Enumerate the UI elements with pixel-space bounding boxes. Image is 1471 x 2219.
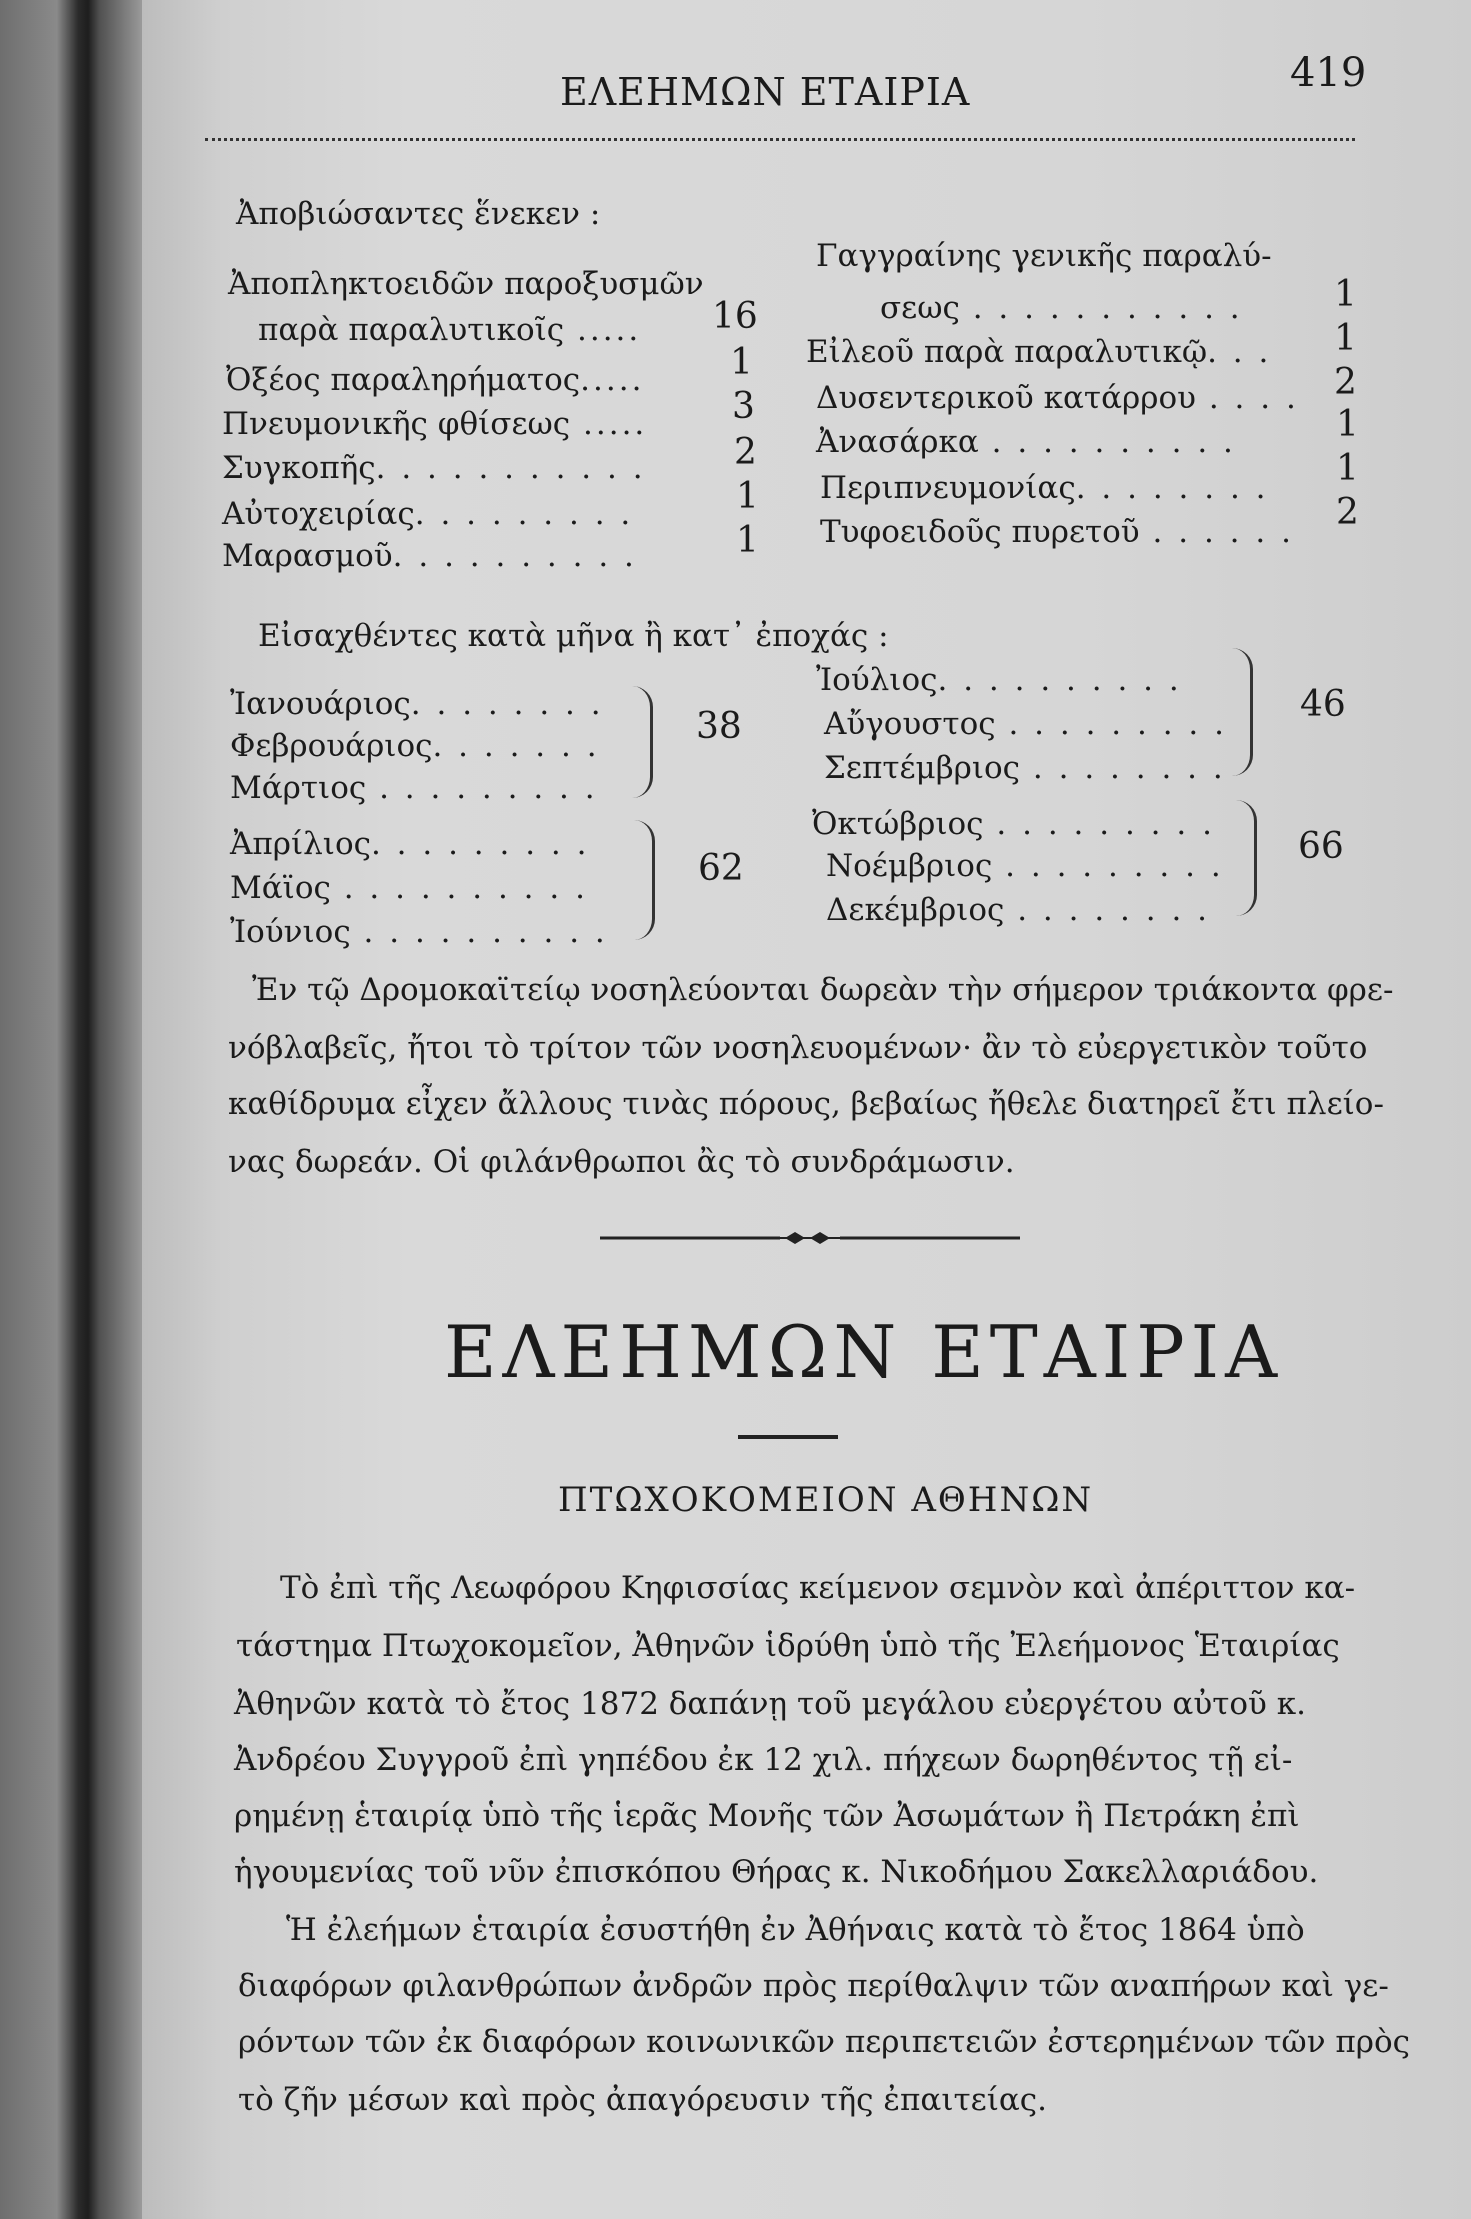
month-group-total: 66 (1298, 826, 1344, 867)
death-cause: Γαγγραίνης γενικῆς παραλύ- (816, 238, 1272, 274)
death-cause: Τυφοειδοῦς πυρετοῦ . . . . . . (820, 514, 1294, 550)
month-label: Νοέμβριος . . . . . . . . . (826, 848, 1224, 884)
death-cause: Συγκοπῆς. . . . . . . . . . . (222, 450, 646, 486)
body-line: Ἀνδρέου Συγγροῦ ἐπὶ γηπέδου ἐκ 12 χιλ. πήχεων δωρηθέντος τῇ εἰ- (234, 1742, 1293, 1778)
title-rule (738, 1435, 838, 1439)
note-line: νας δωρεάν. Οἱ φιλάνθρωποι ἂς τὸ συνδράμωσιν. (228, 1144, 1015, 1180)
death-cause: Εἰλεοῦ παρὰ παραλυτικῷ. . . (806, 334, 1272, 370)
death-cause: Δυσεντερικοῦ κατάρρου . . . . (816, 380, 1299, 416)
note-line: Ἐν τῷ Δρομοκαϊτείῳ νοσηλεύονται δωρεὰν τὴν σήμερον τριάκοντα φρε- (252, 972, 1394, 1008)
death-count: 1 (1336, 448, 1359, 489)
month-label: Ὀκτώβριος . . . . . . . . . (812, 806, 1215, 842)
body-line: Ἡ ἐλεήμων ἑταιρία ἐσυστήθη ἐν Ἀθήναις κατὰ τὸ ἔτος 1864 ὑπὸ (286, 1912, 1305, 1948)
death-count: 1 (1334, 274, 1357, 315)
body-line: Ἀθηνῶν κατὰ τὸ ἔτος 1872 δαπάνῃ τοῦ μεγάλου εὐεργέτου αὐτοῦ κ. (234, 1686, 1306, 1722)
death-cause: παρὰ παραλυτικοῖς ..... (258, 312, 642, 348)
death-count: 1 (736, 520, 759, 561)
ornament-rule (600, 1228, 1020, 1248)
month-label: Φεβρουάριος. . . . . . . (230, 728, 600, 764)
death-cause: Αὐτοχειρίας. . . . . . . . . (222, 496, 634, 532)
header-rule (205, 138, 1355, 141)
death-cause: Ὀξέος παραληρήματος..... (226, 362, 645, 398)
month-label: Ἰούνιος . . . . . . . . . . (230, 914, 608, 950)
section-subtitle: ΠΤΩΧΟΚΟΜΕΙΟΝ ΑΘΗΝΩΝ (558, 1480, 1094, 1520)
death-count: 2 (734, 432, 757, 473)
death-count: 1 (736, 476, 759, 517)
death-count: 1 (730, 342, 753, 383)
body-line: ἡγουμενίας τοῦ νῦν ἐπισκόπου Θήρας κ. Νικοδήμου Σακελλαριάδου. (234, 1854, 1319, 1890)
month-label: Σεπτέμβριος . . . . . . . . (824, 750, 1226, 786)
month-label: Ἰανουάριος. . . . . . . . (230, 686, 604, 722)
month-label: Μάϊος . . . . . . . . . . (230, 870, 588, 906)
admissions-heading: Εἰσαχθέντες κατὰ μῆνα ἢ κατ᾽ ἐποχάς : (258, 618, 889, 654)
death-count: 2 (1334, 362, 1357, 403)
month-label: Αὔγουστος . . . . . . . . . (824, 706, 1227, 742)
month-label: Δεκέμβριος . . . . . . . . (826, 892, 1211, 928)
month-group-brace (1236, 800, 1257, 916)
month-label: Ἰούλιος. . . . . . . . . . (816, 662, 1182, 698)
month-label: Μάρτιος . . . . . . . . . (230, 770, 598, 806)
death-count: 1 (1334, 318, 1357, 359)
body-line: ρόντων τῶν ἐκ διαφόρων κοινωνικῶν περιπετειῶν ἐστερημένων τῶν πρὸς (238, 2024, 1411, 2060)
death-count: 2 (1336, 492, 1359, 533)
death-count: 16 (712, 296, 758, 337)
death-cause: Ἀποπληκτοειδῶν παροξυσμῶν (228, 266, 704, 302)
month-group-brace (634, 820, 655, 940)
book-spine-shadow (0, 0, 142, 2219)
death-cause: Ἀνασάρκα . . . . . . . . . . (816, 424, 1236, 460)
body-line: ρημένῃ ἑταιρίᾳ ὑπὸ τῆς ἱερᾶς Μονῆς τῶν Ἀσωμάτων ἢ Πετράκη ἐπὶ (234, 1798, 1300, 1834)
death-count: 1 (1336, 404, 1359, 445)
month-group-total: 62 (698, 848, 744, 889)
note-line: καθίδρυμα εἶχεν ἄλλους τινὰς πόρους, βεβαίως ἤθελε διατηρεῖ ἔτι πλείο- (228, 1086, 1384, 1122)
death-cause: Μαρασμοῦ. . . . . . . . . . (222, 538, 637, 574)
page-number: 419 (1290, 50, 1367, 96)
month-group-brace (632, 686, 653, 798)
death-cause: σεως . . . . . . . . . . . (880, 290, 1243, 326)
month-group-total: 46 (1300, 684, 1346, 725)
section-title: ΕΛΕΗΜΩΝ ΕΤΑΙΡΙΑ (444, 1310, 1284, 1394)
month-group-brace (1232, 648, 1253, 776)
note-line: νόβλαβεῖς, ἤτοι τὸ τρίτον τῶν νοσηλευομένων· ἂν τὸ εὐεργετικὸν τοῦτο (228, 1030, 1368, 1066)
deaths-heading: Ἀποβιώσαντες ἕνεκεν : (236, 196, 601, 232)
running-head: ΕΛΕΗΜΩΝ ΕΤΑΙΡΙΑ (560, 70, 971, 114)
death-cause: Πνευμονικῆς φθίσεως ..... (222, 406, 648, 442)
body-line: Τὸ ἐπὶ τῆς Λεωφόρου Κηφισσίας κείμενον σεμνὸν καὶ ἀπέριττον κα- (280, 1570, 1356, 1606)
month-group-total: 38 (696, 706, 742, 747)
month-label: Ἀπρίλιος. . . . . . . . . (230, 826, 590, 862)
body-line: τάστημα Πτωχοκομεῖον, Ἀθηνῶν ἱδρύθη ὑπὸ τῆς Ἐλεήμονος Ἑταιρίας (236, 1628, 1340, 1664)
death-cause: Περιπνευμονίας. . . . . . . . (820, 470, 1269, 506)
body-line: τὸ ζῆν μέσων καὶ πρὸς ἀπαγόρευσιν τῆς ἐπαιτείας. (238, 2082, 1048, 2118)
body-line: διαφόρων φιλανθρώπων ἀνδρῶν πρὸς περίθαλψιν τῶν αναπήρων καὶ γε- (238, 1968, 1389, 2004)
death-count: 3 (732, 386, 755, 427)
